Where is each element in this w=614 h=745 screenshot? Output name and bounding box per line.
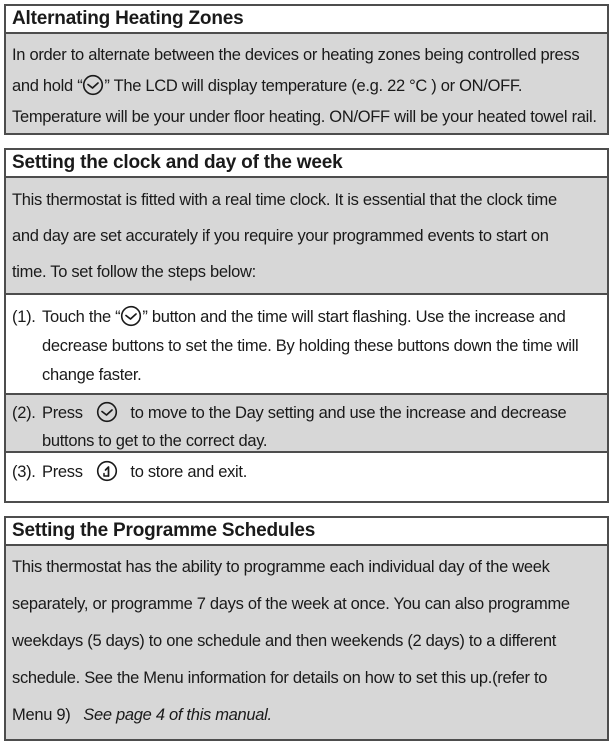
- section-setting-clock: [4, 148, 609, 503]
- step-3: [6, 453, 607, 491]
- section-heading: Alternating Heating Zones: [6, 6, 607, 34]
- section-body: [6, 34, 607, 133]
- text-fragment: Touch the “: [42, 308, 121, 326]
- clock-icon: [120, 305, 142, 327]
- text-fragment: Menu 9): [12, 706, 71, 724]
- step-line: [12, 456, 607, 488]
- page-reference-note: See page 4 of this manual.: [83, 706, 272, 724]
- section-alternating-heating-zones: [4, 4, 609, 135]
- step-line: decrease buttons to set the time. By holding these buttons down the time will: [42, 337, 579, 355]
- paragraph-line: This thermostat is fitted with a real time clock. It is essential that the clock time: [12, 191, 557, 209]
- paragraph-line: [12, 71, 601, 102]
- step-line: [12, 399, 607, 427]
- store-exit-icon: [96, 460, 118, 482]
- text-fragment: to store and exit.: [130, 463, 247, 481]
- step-line: buttons to get to the correct day.: [42, 432, 268, 450]
- text-fragment: ” The LCD will display temperature (e.g. 22 °C ) or ON/OFF.: [104, 77, 523, 95]
- step-line: [12, 303, 607, 332]
- paragraph-line: In order to alternate between the devices or heating zones being controlled press: [12, 46, 580, 64]
- paragraph-line: time. To set follow the steps below:: [12, 263, 256, 281]
- paragraph-line: and day are set accurately if you require your programmed events to start on: [12, 227, 549, 245]
- paragraph-line: Temperature will be your under floor heating. ON/OFF will be your heated towel rail.: [12, 108, 597, 126]
- text-fragment: ” button and the time will start flashing. Use the increase and: [142, 308, 566, 326]
- section-heading: Setting the Programme Schedules: [6, 518, 607, 546]
- step-1: [6, 295, 607, 395]
- paragraph-line: [12, 697, 601, 734]
- section-body: [6, 546, 607, 739]
- text-fragment: to move to the Day setting and use the increase and decrease: [130, 404, 567, 422]
- text-fragment: Press: [42, 404, 83, 422]
- step-number: (2).: [12, 404, 36, 422]
- step-2: [6, 395, 607, 453]
- step-number: (3).: [12, 463, 36, 481]
- paragraph-line: schedule. See the Menu information for details on how to set this up.(refer to: [12, 669, 548, 687]
- step-number: (1).: [12, 308, 36, 326]
- clock-icon: [82, 74, 104, 96]
- paragraph-line: This thermostat has the ability to programme each individual day of the week: [12, 558, 550, 576]
- paragraph-line: weekdays (5 days) to one schedule and then weekends (2 days) to a different: [12, 632, 557, 650]
- clock-icon: [96, 401, 118, 423]
- section-intro: [6, 178, 607, 295]
- text-fragment: Press: [42, 463, 83, 481]
- section-programme-schedules: [4, 516, 609, 741]
- step-line: change faster.: [42, 366, 142, 384]
- section-heading: Setting the clock and day of the week: [6, 150, 607, 178]
- paragraph-line: separately, or programme 7 days of the week at once. You can also programme: [12, 595, 570, 613]
- text-fragment: and hold “: [12, 77, 83, 95]
